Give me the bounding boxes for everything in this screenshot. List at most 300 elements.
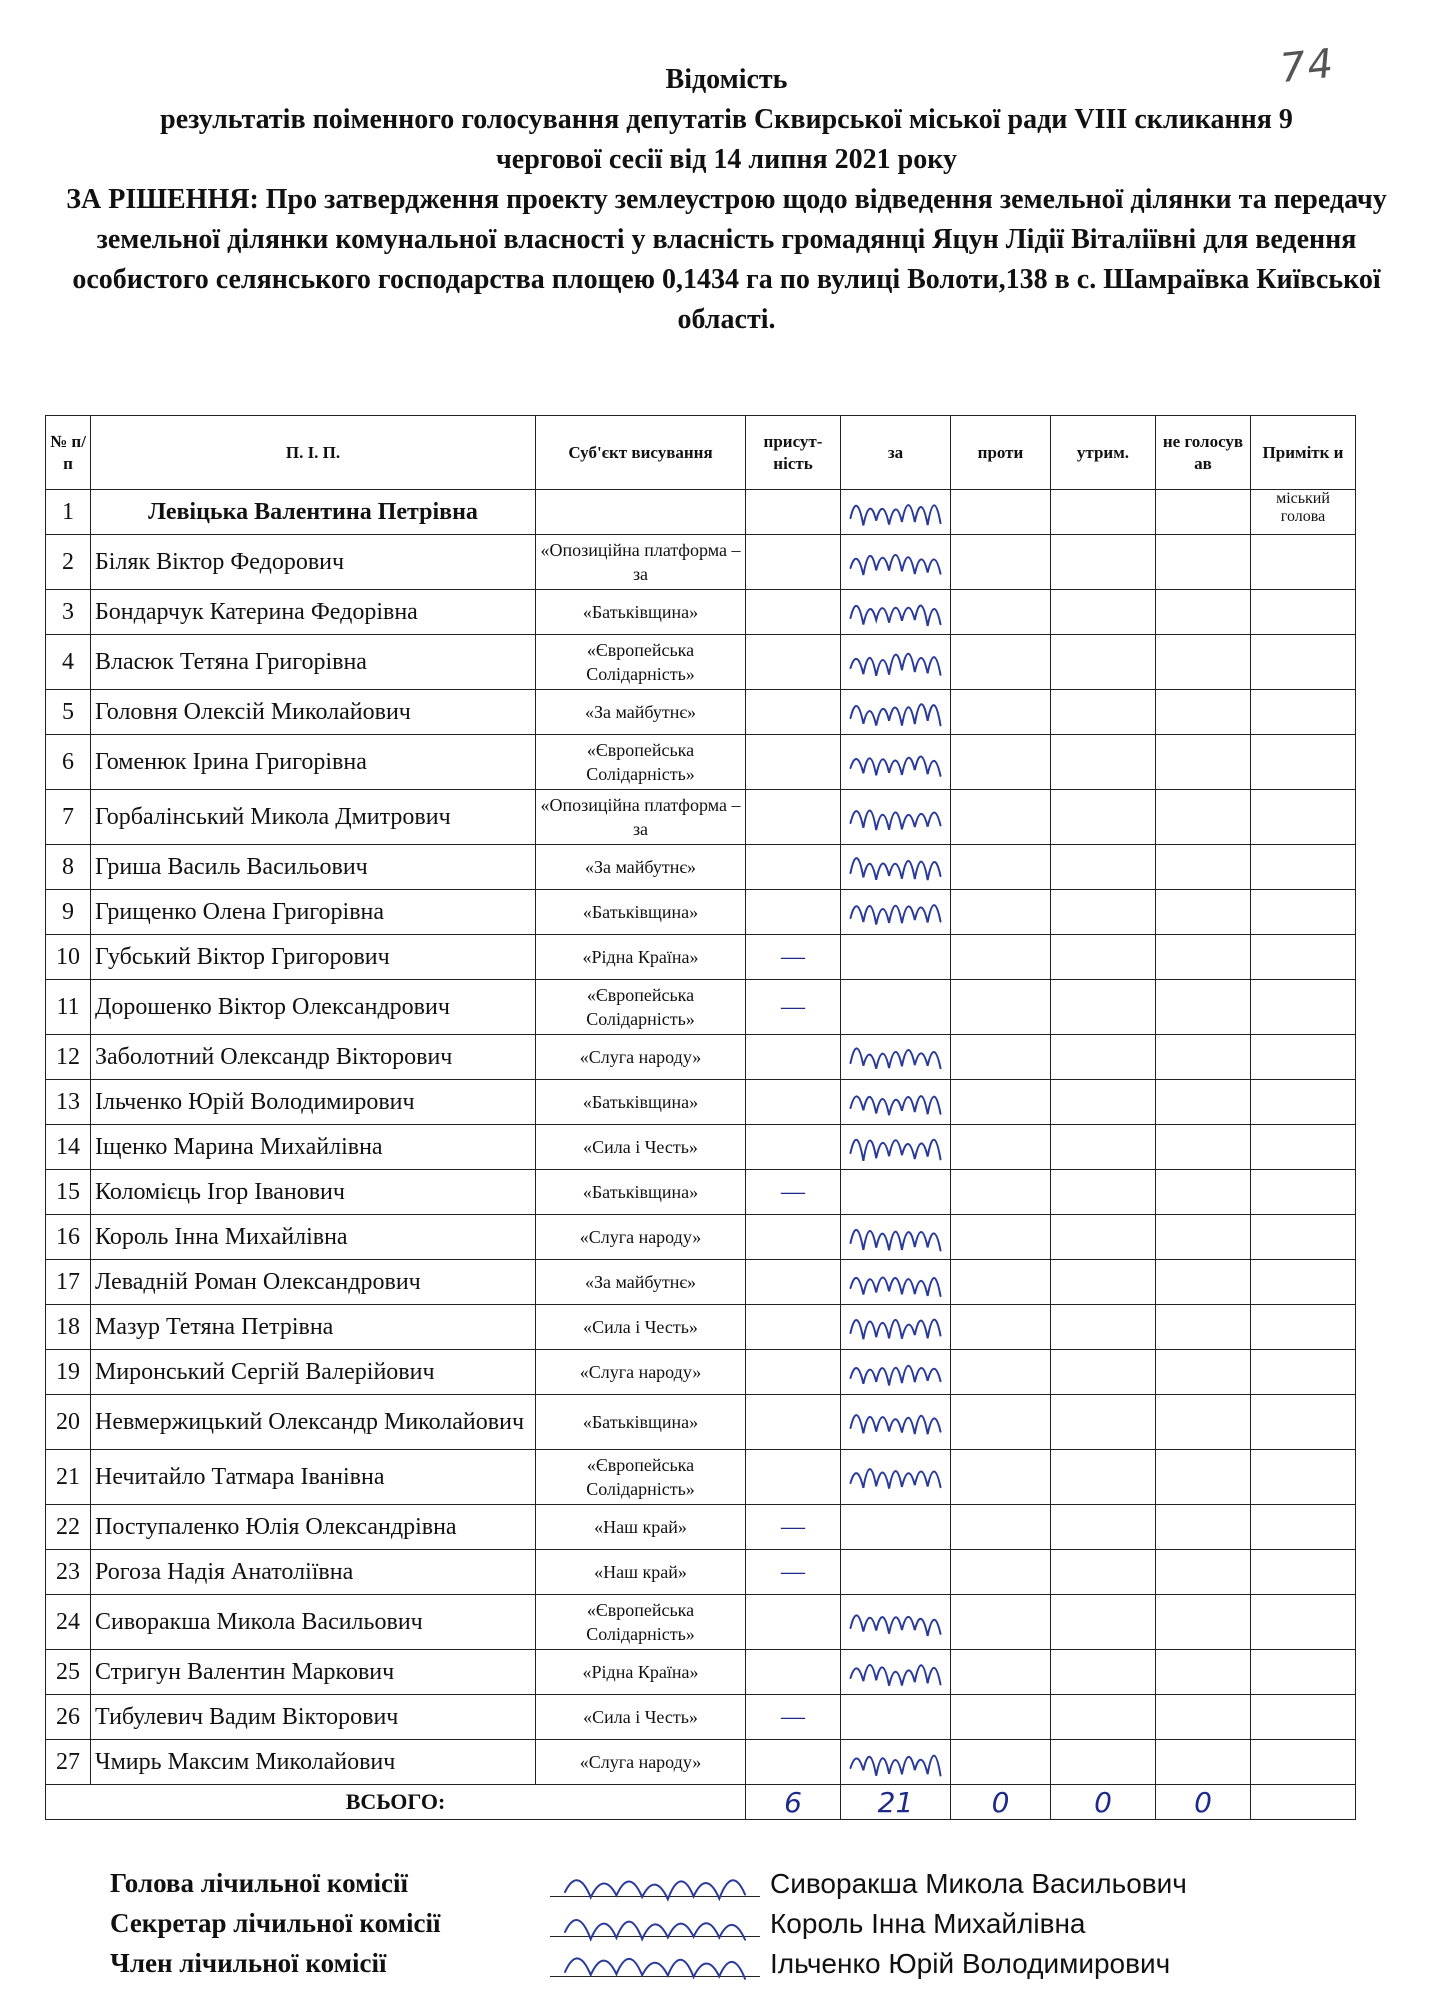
vote-abstain bbox=[1051, 1305, 1156, 1350]
nominating-party: «Слуга народу» bbox=[536, 1740, 746, 1785]
nominating-party: «Європейська Солідарність» bbox=[536, 1450, 746, 1505]
nominating-party: «За майбутнє» bbox=[536, 690, 746, 735]
table-row bbox=[46, 1215, 1356, 1260]
row-note bbox=[1251, 1740, 1356, 1785]
nominating-party: «Батьківщина» bbox=[536, 1080, 746, 1125]
presence-mark bbox=[746, 1395, 841, 1450]
vote-abstain bbox=[1051, 790, 1156, 845]
nominating-party: «Наш край» bbox=[536, 1550, 746, 1595]
vote-against bbox=[951, 1450, 1051, 1505]
presence-mark: — bbox=[746, 1550, 841, 1595]
deputy-name: Рогоза Надія Анатоліївна bbox=[91, 1550, 536, 1595]
row-note bbox=[1251, 1080, 1356, 1125]
total-label: ВСЬОГО: bbox=[46, 1785, 746, 1820]
vote-against bbox=[951, 1350, 1051, 1395]
total-note bbox=[1251, 1785, 1356, 1820]
table-row bbox=[46, 735, 1356, 790]
table-row bbox=[46, 790, 1356, 845]
row-note bbox=[1251, 1170, 1356, 1215]
deputy-name: Біляк Віктор Федорович bbox=[91, 535, 536, 590]
vote-against bbox=[951, 1125, 1051, 1170]
vote-not-voted bbox=[1156, 690, 1251, 735]
row-note bbox=[1251, 1450, 1356, 1505]
vote-against bbox=[951, 1035, 1051, 1080]
deputy-name: Левадній Роман Олександрович bbox=[91, 1260, 536, 1305]
vote-abstain bbox=[1051, 890, 1156, 935]
vote-abstain bbox=[1051, 590, 1156, 635]
vote-for bbox=[841, 735, 951, 790]
nominating-party: «Рідна Країна» bbox=[536, 935, 746, 980]
vote-not-voted bbox=[1156, 890, 1251, 935]
table-row bbox=[46, 1740, 1356, 1785]
vote-against bbox=[951, 1170, 1051, 1215]
vote-abstain bbox=[1051, 1260, 1156, 1305]
header-against: проти bbox=[951, 416, 1051, 490]
vote-abstain bbox=[1051, 1550, 1156, 1595]
deputy-name: Ільченко Юрій Володимирович bbox=[91, 1080, 536, 1125]
table-row bbox=[46, 1305, 1356, 1350]
presence-mark bbox=[746, 1305, 841, 1350]
vote-against bbox=[951, 935, 1051, 980]
vote-against bbox=[951, 890, 1051, 935]
row-note bbox=[1251, 635, 1356, 690]
presence-mark: — bbox=[746, 935, 841, 980]
vote-against bbox=[951, 1395, 1051, 1450]
presence-mark bbox=[746, 490, 841, 535]
vote-abstain bbox=[1051, 1215, 1156, 1260]
header-note: Примітк и bbox=[1251, 416, 1356, 490]
row-note bbox=[1251, 935, 1356, 980]
signature-line bbox=[550, 1936, 760, 1937]
row-number: 1 bbox=[46, 490, 91, 535]
deputy-name: Миронський Сергій Валерійович bbox=[91, 1350, 536, 1395]
row-number: 13 bbox=[46, 1080, 91, 1125]
vote-not-voted bbox=[1156, 1125, 1251, 1170]
document-subtitle-line2: чергової сесії від 14 липня 2021 року bbox=[496, 144, 957, 175]
signature-line bbox=[550, 1896, 760, 1897]
vote-abstain bbox=[1051, 1350, 1156, 1395]
row-number: 23 bbox=[46, 1550, 91, 1595]
vote-for bbox=[841, 490, 951, 535]
nominating-party: «Європейська Солідарність» bbox=[536, 635, 746, 690]
vote-abstain bbox=[1051, 1395, 1156, 1450]
vote-abstain bbox=[1051, 735, 1156, 790]
document-subtitle-line1: результатів поіменного голосування депутатів Сквирської міської ради VIII скликання 9 bbox=[160, 104, 1293, 135]
row-number: 18 bbox=[46, 1305, 91, 1350]
row-note bbox=[1251, 1125, 1356, 1170]
presence-mark bbox=[746, 590, 841, 635]
nominating-party: «За майбутнє» bbox=[536, 1260, 746, 1305]
row-number: 14 bbox=[46, 1125, 91, 1170]
deputy-name: Дорошенко Віктор Олександрович bbox=[91, 980, 536, 1035]
vote-abstain bbox=[1051, 845, 1156, 890]
vote-for bbox=[841, 590, 951, 635]
vote-not-voted bbox=[1156, 1035, 1251, 1080]
nominating-party: «Сила і Честь» bbox=[536, 1305, 746, 1350]
vote-abstain bbox=[1051, 1695, 1156, 1740]
vote-abstain bbox=[1051, 980, 1156, 1035]
table-row bbox=[46, 1080, 1356, 1125]
vote-for bbox=[841, 535, 951, 590]
presence-mark bbox=[746, 1595, 841, 1650]
vote-not-voted bbox=[1156, 1305, 1251, 1350]
deputy-name: Бондарчук Катерина Федорівна bbox=[91, 590, 536, 635]
vote-for bbox=[841, 935, 951, 980]
vote-not-voted bbox=[1156, 535, 1251, 590]
nominating-party bbox=[536, 490, 746, 535]
vote-abstain bbox=[1051, 1035, 1156, 1080]
presence-mark bbox=[746, 1215, 841, 1260]
total-row bbox=[46, 1785, 1356, 1820]
signature-row bbox=[110, 1948, 1310, 1988]
vote-against bbox=[951, 490, 1051, 535]
vote-for bbox=[841, 1450, 951, 1505]
vote-for bbox=[841, 1170, 951, 1215]
row-number: 7 bbox=[46, 790, 91, 845]
vote-abstain bbox=[1051, 1450, 1156, 1505]
row-number: 6 bbox=[46, 735, 91, 790]
table-row bbox=[46, 1395, 1356, 1450]
row-note bbox=[1251, 1505, 1356, 1550]
table-header-row bbox=[46, 416, 1356, 490]
row-number: 10 bbox=[46, 935, 91, 980]
vote-against bbox=[951, 635, 1051, 690]
nominating-party: «Сила і Честь» bbox=[536, 1695, 746, 1740]
table-row bbox=[46, 890, 1356, 935]
row-note bbox=[1251, 535, 1356, 590]
header-present: присут-ність bbox=[746, 416, 841, 490]
total-present: 6 bbox=[746, 1785, 841, 1820]
table-row bbox=[46, 1350, 1356, 1395]
nominating-party: «Наш край» bbox=[536, 1505, 746, 1550]
vote-for bbox=[841, 1080, 951, 1125]
nominating-party: «За майбутнє» bbox=[536, 845, 746, 890]
vote-not-voted bbox=[1156, 1350, 1251, 1395]
vote-for bbox=[841, 635, 951, 690]
signature-name: Сиворакша Микола Васильович bbox=[770, 1868, 1187, 1899]
vote-for bbox=[841, 1350, 951, 1395]
nominating-party: «Європейська Солідарність» bbox=[536, 980, 746, 1035]
header-party: Суб'єкт висування bbox=[536, 416, 746, 490]
vote-for bbox=[841, 1395, 951, 1450]
vote-abstain bbox=[1051, 490, 1156, 535]
signature-name: Ільченко Юрій Володимирович bbox=[770, 1948, 1171, 1979]
row-number: 25 bbox=[46, 1650, 91, 1695]
vote-for bbox=[841, 1740, 951, 1785]
vote-against bbox=[951, 1650, 1051, 1695]
vote-for bbox=[841, 1505, 951, 1550]
vote-not-voted bbox=[1156, 635, 1251, 690]
vote-abstain bbox=[1051, 635, 1156, 690]
row-note bbox=[1251, 1395, 1356, 1450]
vote-abstain bbox=[1051, 935, 1156, 980]
row-number: 24 bbox=[46, 1595, 91, 1650]
presence-mark bbox=[746, 1650, 841, 1695]
vote-not-voted bbox=[1156, 735, 1251, 790]
deputy-name: Заболотний Олександр Вікторович bbox=[91, 1035, 536, 1080]
vote-against bbox=[951, 790, 1051, 845]
vote-for bbox=[841, 1125, 951, 1170]
vote-abstain bbox=[1051, 535, 1156, 590]
vote-abstain bbox=[1051, 1170, 1156, 1215]
vote-for bbox=[841, 980, 951, 1035]
vote-for bbox=[841, 1695, 951, 1740]
table-row bbox=[46, 590, 1356, 635]
row-note bbox=[1251, 735, 1356, 790]
deputy-name: Власюк Тетяна Григорівна bbox=[91, 635, 536, 690]
vote-not-voted bbox=[1156, 1395, 1251, 1450]
presence-mark bbox=[746, 1125, 841, 1170]
vote-against bbox=[951, 1080, 1051, 1125]
vote-against bbox=[951, 1740, 1051, 1785]
deputy-name: Левіцька Валентина Петрівна bbox=[91, 490, 536, 535]
presence-mark bbox=[746, 535, 841, 590]
header-abstain: утрим. bbox=[1051, 416, 1156, 490]
table-row bbox=[46, 490, 1356, 535]
deputy-name: Стригун Валентин Маркович bbox=[91, 1650, 536, 1695]
presence-mark bbox=[746, 790, 841, 845]
nominating-party: «Слуга народу» bbox=[536, 1350, 746, 1395]
vote-abstain bbox=[1051, 1595, 1156, 1650]
table-row bbox=[46, 935, 1356, 980]
presence-mark: — bbox=[746, 1505, 841, 1550]
presence-mark bbox=[746, 1450, 841, 1505]
nominating-party: «Батьківщина» bbox=[536, 890, 746, 935]
header-num: № п/п bbox=[46, 416, 91, 490]
vote-against bbox=[951, 1260, 1051, 1305]
nominating-party: «Батьківщина» bbox=[536, 590, 746, 635]
vote-not-voted bbox=[1156, 1550, 1251, 1595]
total-novote: 0 bbox=[1156, 1785, 1251, 1820]
vote-against bbox=[951, 590, 1051, 635]
row-number: 19 bbox=[46, 1350, 91, 1395]
header-novote: не голосув ав bbox=[1156, 416, 1251, 490]
vote-against bbox=[951, 980, 1051, 1035]
row-number: 16 bbox=[46, 1215, 91, 1260]
header-name: П. І. П. bbox=[91, 416, 536, 490]
row-number: 21 bbox=[46, 1450, 91, 1505]
vote-not-voted bbox=[1156, 1650, 1251, 1695]
vote-not-voted bbox=[1156, 1080, 1251, 1125]
table-row bbox=[46, 1595, 1356, 1650]
deputy-name: Коломієць Ігор Іванович bbox=[91, 1170, 536, 1215]
vote-for bbox=[841, 1215, 951, 1260]
deputy-name: Іщенко Марина Михайлівна bbox=[91, 1125, 536, 1170]
vote-abstain bbox=[1051, 1740, 1156, 1785]
presence-mark bbox=[746, 890, 841, 935]
decision-text: ЗА РІШЕННЯ: Про затвердження проекту землеустрою щодо відведення земельної ділянки та передачу земельної ділянки комунальної власності у власність громадянці Яцун Лідії Віталіївні для ведення особистого селянського господарства площею 0,1434 га по вулиці Волоти,138 в с. Шамраївка Київської області. bbox=[66, 184, 1387, 335]
table-row bbox=[46, 1450, 1356, 1505]
vote-for bbox=[841, 1550, 951, 1595]
row-note bbox=[1251, 690, 1356, 735]
table-row bbox=[46, 1035, 1356, 1080]
vote-for bbox=[841, 890, 951, 935]
nominating-party: «Сила і Честь» bbox=[536, 1125, 746, 1170]
row-note bbox=[1251, 1695, 1356, 1740]
row-number: 9 bbox=[46, 890, 91, 935]
vote-against bbox=[951, 535, 1051, 590]
vote-for bbox=[841, 1260, 951, 1305]
presence-mark bbox=[746, 1080, 841, 1125]
nominating-party: «Європейська Солідарність» bbox=[536, 735, 746, 790]
signature-block bbox=[110, 1868, 1310, 1988]
row-number: 20 bbox=[46, 1395, 91, 1450]
presence-mark bbox=[746, 1260, 841, 1305]
table-row bbox=[46, 845, 1356, 890]
row-note bbox=[1251, 1215, 1356, 1260]
vote-not-voted bbox=[1156, 1170, 1251, 1215]
table-row bbox=[46, 690, 1356, 735]
vote-not-voted bbox=[1156, 790, 1251, 845]
deputy-name: Губський Віктор Григорович bbox=[91, 935, 536, 980]
signature-row bbox=[110, 1868, 1310, 1908]
vote-abstain bbox=[1051, 1080, 1156, 1125]
signature-role: Голова лічильної комісії bbox=[110, 1868, 408, 1898]
nominating-party: «Опозиційна платформа – за bbox=[536, 535, 746, 590]
presence-mark bbox=[746, 735, 841, 790]
row-note bbox=[1251, 1550, 1356, 1595]
vote-for bbox=[841, 1595, 951, 1650]
vote-for bbox=[841, 790, 951, 845]
document-header bbox=[0, 60, 1453, 340]
table-row bbox=[46, 535, 1356, 590]
signature-role: Секретар лічильної комісії bbox=[110, 1908, 441, 1938]
presence-mark bbox=[746, 1740, 841, 1785]
vote-not-voted bbox=[1156, 935, 1251, 980]
vote-against bbox=[951, 1505, 1051, 1550]
deputy-name: Горбалінський Микола Дмитрович bbox=[91, 790, 536, 845]
signature-name: Король Інна Михайлівна bbox=[770, 1908, 1086, 1939]
vote-for bbox=[841, 845, 951, 890]
handwritten-page-number: 74 bbox=[1277, 40, 1338, 93]
deputy-name: Головня Олексій Миколайович bbox=[91, 690, 536, 735]
row-number: 8 bbox=[46, 845, 91, 890]
signature-line bbox=[550, 1976, 760, 1977]
row-note: міський голова bbox=[1251, 490, 1356, 535]
presence-mark bbox=[746, 1350, 841, 1395]
row-note bbox=[1251, 890, 1356, 935]
vote-not-voted bbox=[1156, 1595, 1251, 1650]
presence-mark bbox=[746, 690, 841, 735]
row-number: 22 bbox=[46, 1505, 91, 1550]
deputy-name: Грищенко Олена Григорівна bbox=[91, 890, 536, 935]
vote-not-voted bbox=[1156, 1740, 1251, 1785]
presence-mark bbox=[746, 1035, 841, 1080]
vote-not-voted bbox=[1156, 590, 1251, 635]
row-note bbox=[1251, 790, 1356, 845]
signature-role: Член лічильної комісії bbox=[110, 1948, 387, 1978]
row-number: 15 bbox=[46, 1170, 91, 1215]
total-against: 0 bbox=[951, 1785, 1051, 1820]
row-note bbox=[1251, 1595, 1356, 1650]
deputy-name: Сиворакша Микола Васильович bbox=[91, 1595, 536, 1650]
vote-not-voted bbox=[1156, 980, 1251, 1035]
nominating-party: «Батьківщина» bbox=[536, 1395, 746, 1450]
total-for: 21 bbox=[841, 1785, 951, 1820]
row-number: 27 bbox=[46, 1740, 91, 1785]
row-note bbox=[1251, 1305, 1356, 1350]
vote-not-voted bbox=[1156, 1260, 1251, 1305]
row-number: 2 bbox=[46, 535, 91, 590]
nominating-party: «Європейська Солідарність» bbox=[536, 1595, 746, 1650]
deputy-name: Гриша Василь Васильович bbox=[91, 845, 536, 890]
presence-mark: — bbox=[746, 1170, 841, 1215]
vote-for bbox=[841, 1305, 951, 1350]
vote-not-voted bbox=[1156, 1695, 1251, 1740]
row-number: 3 bbox=[46, 590, 91, 635]
row-note bbox=[1251, 845, 1356, 890]
table-row bbox=[46, 1260, 1356, 1305]
row-note bbox=[1251, 1260, 1356, 1305]
vote-against bbox=[951, 735, 1051, 790]
vote-abstain bbox=[1051, 1125, 1156, 1170]
row-number: 17 bbox=[46, 1260, 91, 1305]
row-note bbox=[1251, 590, 1356, 635]
vote-against bbox=[951, 1215, 1051, 1260]
total-abstain: 0 bbox=[1051, 1785, 1156, 1820]
table-row bbox=[46, 1125, 1356, 1170]
vote-abstain bbox=[1051, 690, 1156, 735]
row-number: 12 bbox=[46, 1035, 91, 1080]
vote-not-voted bbox=[1156, 490, 1251, 535]
table-row bbox=[46, 1695, 1356, 1740]
vote-for bbox=[841, 1650, 951, 1695]
nominating-party: «Слуга народу» bbox=[536, 1215, 746, 1260]
presence-mark: — bbox=[746, 980, 841, 1035]
table-row bbox=[46, 1170, 1356, 1215]
presence-mark bbox=[746, 635, 841, 690]
vote-for bbox=[841, 1035, 951, 1080]
row-number: 11 bbox=[46, 980, 91, 1035]
row-number: 4 bbox=[46, 635, 91, 690]
nominating-party: «Слуга народу» bbox=[536, 1035, 746, 1080]
vote-against bbox=[951, 690, 1051, 735]
vote-not-voted bbox=[1156, 1450, 1251, 1505]
vote-not-voted bbox=[1156, 1215, 1251, 1260]
vote-not-voted bbox=[1156, 1505, 1251, 1550]
vote-for bbox=[841, 690, 951, 735]
signature-row bbox=[110, 1908, 1310, 1948]
row-note bbox=[1251, 1650, 1356, 1695]
vote-not-voted bbox=[1156, 845, 1251, 890]
deputy-name: Нечитайло Татмара Іванівна bbox=[91, 1450, 536, 1505]
voting-table bbox=[45, 415, 1356, 1820]
deputy-name: Невмержицький Олександр Миколайович bbox=[91, 1395, 536, 1450]
table-row bbox=[46, 1650, 1356, 1695]
deputy-name: Король Інна Михайлівна bbox=[91, 1215, 536, 1260]
nominating-party: «Опозиційна платформа – за bbox=[536, 790, 746, 845]
row-note bbox=[1251, 1350, 1356, 1395]
vote-against bbox=[951, 845, 1051, 890]
nominating-party: «Батьківщина» bbox=[536, 1170, 746, 1215]
presence-mark: — bbox=[746, 1695, 841, 1740]
deputy-name: Тибулевич Вадим Вікторович bbox=[91, 1695, 536, 1740]
table-row bbox=[46, 1505, 1356, 1550]
nominating-party: «Рідна Країна» bbox=[536, 1650, 746, 1695]
row-note bbox=[1251, 1035, 1356, 1080]
deputy-name: Чмирь Максим Миколайович bbox=[91, 1740, 536, 1785]
vote-abstain bbox=[1051, 1505, 1156, 1550]
table-row bbox=[46, 635, 1356, 690]
document-title: Відомість bbox=[665, 64, 788, 95]
vote-against bbox=[951, 1595, 1051, 1650]
vote-abstain bbox=[1051, 1650, 1156, 1695]
deputy-name: Поступаленко Юлія Олександрівна bbox=[91, 1505, 536, 1550]
vote-against bbox=[951, 1305, 1051, 1350]
presence-mark bbox=[746, 845, 841, 890]
vote-against bbox=[951, 1550, 1051, 1595]
deputy-name: Гоменюк Ірина Григорівна bbox=[91, 735, 536, 790]
